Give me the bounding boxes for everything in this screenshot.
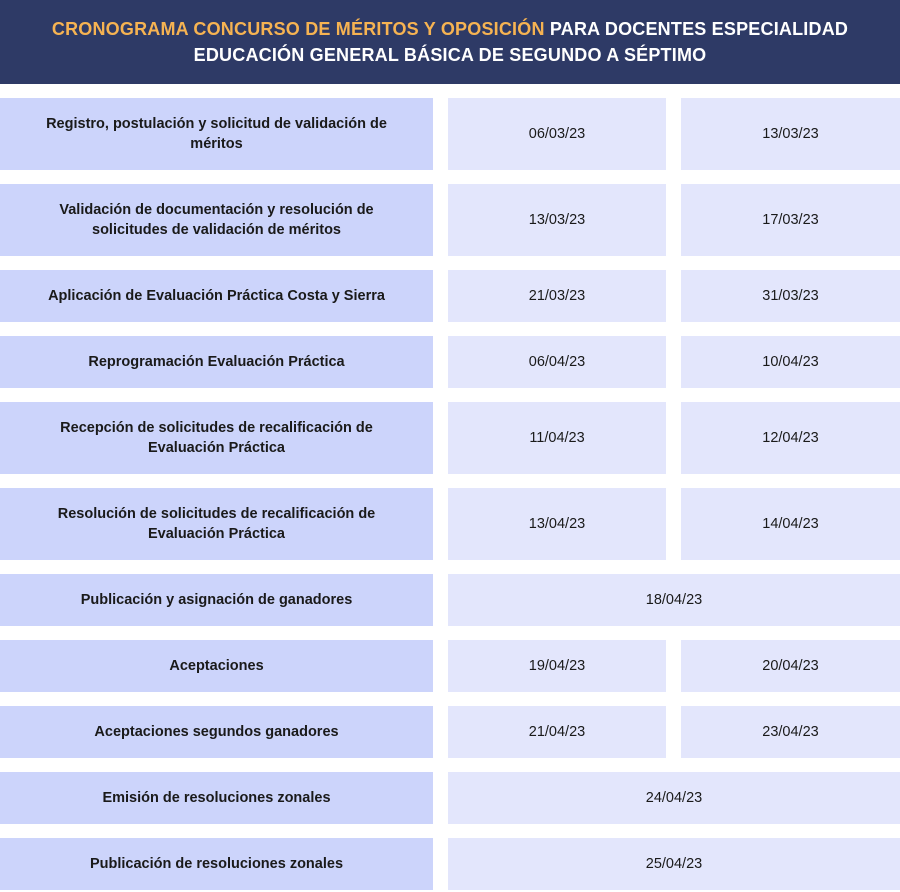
start-date-cell: 21/04/23 (448, 706, 666, 758)
date-cell: 25/04/23 (448, 838, 900, 890)
end-date-cell: 31/03/23 (681, 270, 900, 322)
table-row (0, 402, 900, 474)
end-date-cell: 14/04/23 (681, 488, 900, 560)
date-cell: 18/04/23 (448, 574, 900, 626)
activity-cell: Aceptaciones (0, 640, 433, 692)
activity-cell: Aplicación de Evaluación Práctica Costa y Sierra (0, 270, 433, 322)
start-date-cell: 06/04/23 (448, 336, 666, 388)
activity-cell: Validación de documentación y resolución de solicitudes de validación de méritos (0, 184, 433, 256)
start-date-cell: 13/04/23 (448, 488, 666, 560)
activity-cell: Recepción de solicitudes de recalificación de Evaluación Práctica (0, 402, 433, 474)
date-cell: 24/04/23 (448, 772, 900, 824)
table-row (0, 640, 900, 692)
start-date-cell: 06/03/23 (448, 98, 666, 170)
page-title (52, 16, 848, 42)
table-row (0, 706, 900, 758)
activity-cell: Reprogramación Evaluación Práctica (0, 336, 433, 388)
start-date-cell: 19/04/23 (448, 640, 666, 692)
table-row (0, 98, 900, 170)
activity-cell: Emisión de resoluciones zonales (0, 772, 433, 824)
table-row (0, 488, 900, 560)
end-date-cell: 13/03/23 (681, 98, 900, 170)
table-row (0, 270, 900, 322)
activity-cell: Publicación y asignación de ganadores (0, 574, 433, 626)
end-date-cell: 10/04/23 (681, 336, 900, 388)
end-date-cell: 23/04/23 (681, 706, 900, 758)
start-date-cell: 21/03/23 (448, 270, 666, 322)
end-date-cell: 17/03/23 (681, 184, 900, 256)
activity-cell: Publicación de resoluciones zonales (0, 838, 433, 890)
table-row (0, 336, 900, 388)
title-accent: CRONOGRAMA CONCURSO DE MÉRITOS Y OPOSICIÓN (51, 19, 545, 39)
start-date-cell: 11/04/23 (448, 402, 666, 474)
start-date-cell: 13/03/23 (448, 184, 666, 256)
activity-cell: Aceptaciones segundos ganadores (0, 706, 433, 758)
page-subtitle: EDUCACIÓN GENERAL BÁSICA DE SEGUNDO A SÉPTIMO (193, 45, 707, 65)
title-rest: PARA DOCENTES ESPECIALIDAD (544, 19, 849, 39)
end-date-cell: 12/04/23 (681, 402, 900, 474)
table-row (0, 184, 900, 256)
table-row (0, 574, 900, 626)
table-row (0, 838, 900, 890)
table-row (0, 772, 900, 824)
end-date-cell: 20/04/23 (681, 640, 900, 692)
header-banner (0, 0, 900, 84)
activity-cell: Registro, postulación y solicitud de validación de méritos (0, 98, 433, 170)
activity-cell: Resolución de solicitudes de recalificación de Evaluación Práctica (0, 488, 433, 560)
